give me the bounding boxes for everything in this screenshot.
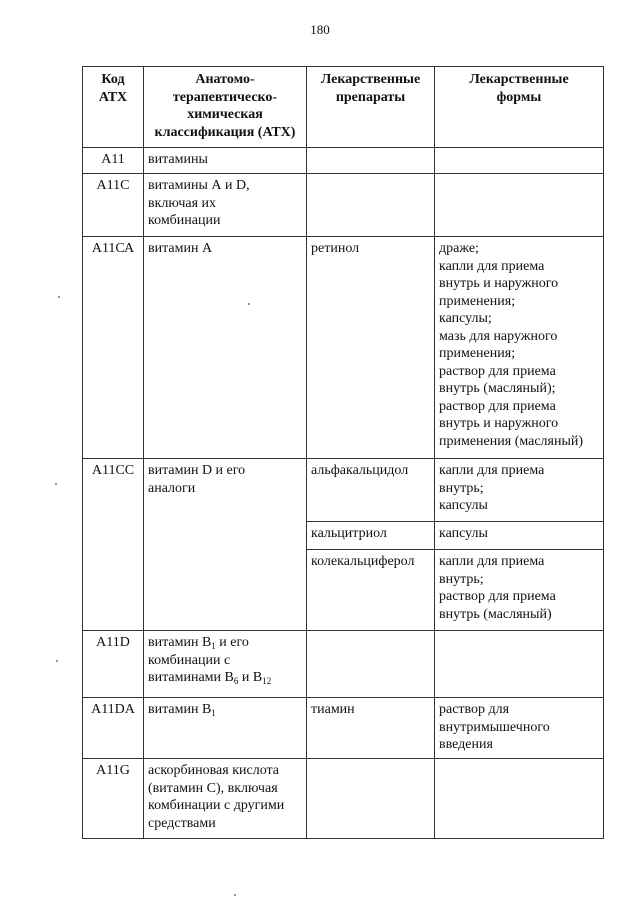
cell-line: раствор для приема bbox=[439, 589, 556, 604]
atx-table bbox=[82, 66, 604, 839]
cell-line: аскорбиновая кислота bbox=[148, 763, 280, 778]
cell-line: мазь для наружного bbox=[439, 328, 558, 344]
table-row-a11c bbox=[83, 174, 604, 237]
cell-line: применения; bbox=[439, 293, 516, 309]
table-row-a11d bbox=[83, 631, 604, 698]
cell-line: внутрь; bbox=[439, 571, 484, 587]
table-row-a11 bbox=[83, 148, 604, 174]
cell-line: внутрь и наружного bbox=[439, 416, 559, 431]
scan-speck bbox=[56, 660, 58, 662]
drug-cell: ретинол bbox=[307, 237, 435, 459]
code-cell: А11СА bbox=[83, 237, 144, 459]
drug-cell bbox=[307, 174, 435, 237]
cell-line: внутримышечного bbox=[439, 719, 550, 735]
drug-cell: альфакальцидол bbox=[307, 459, 435, 522]
page-number: 180 bbox=[310, 22, 330, 37]
forms-cell bbox=[435, 459, 604, 522]
forms-cell bbox=[435, 550, 604, 631]
cell-line: драже; bbox=[439, 241, 479, 256]
code-cell: А11D bbox=[83, 631, 144, 698]
cell-line: введения bbox=[439, 737, 493, 752]
classification-cell bbox=[144, 148, 307, 174]
classification-cell bbox=[144, 631, 307, 698]
cell-line: комбинации с другими bbox=[148, 798, 285, 813]
scan-speck bbox=[234, 894, 236, 896]
header-drugs bbox=[307, 67, 435, 148]
classification-line: витамин $B_1$ и его bbox=[148, 635, 249, 651]
cell-line: витамин D и его bbox=[148, 463, 246, 478]
cell-line: комбинации bbox=[148, 213, 221, 228]
drug-cell: колекальциферол bbox=[307, 550, 435, 631]
table-row-a11ca bbox=[83, 237, 604, 459]
forms-cell bbox=[435, 522, 604, 550]
table-row-a11cc bbox=[83, 459, 604, 522]
cell-line: Лекарственные bbox=[469, 72, 569, 87]
cell-line: капли для приема bbox=[439, 554, 545, 569]
cell-line: Код bbox=[101, 72, 125, 87]
drug-cell: кальцитриол bbox=[307, 522, 435, 550]
scan-speck bbox=[248, 303, 250, 305]
classification-cell bbox=[144, 459, 307, 631]
cell-line: аналоги bbox=[148, 480, 196, 496]
forms-cell bbox=[435, 759, 604, 839]
cell-line: раствор для приема bbox=[439, 398, 556, 414]
forms-cell bbox=[435, 174, 604, 237]
forms-cell bbox=[435, 237, 604, 459]
classification-cell bbox=[144, 237, 307, 459]
cell-line: Анатомо- bbox=[195, 72, 255, 87]
code-cell: А11 bbox=[83, 148, 144, 174]
cell-line: классификация (АТХ) bbox=[154, 124, 296, 140]
forms-cell bbox=[435, 631, 604, 698]
cell-line: терапевтическо- bbox=[172, 89, 278, 105]
cell-line: химическая bbox=[187, 107, 263, 122]
cell-line: формы bbox=[496, 89, 542, 105]
table-row-a11da bbox=[83, 698, 604, 759]
cell-line: капли для приема bbox=[439, 463, 545, 478]
cell-line: АТХ bbox=[98, 89, 128, 105]
classification-cell: витамин $B_1$ bbox=[144, 698, 307, 759]
code-cell: А11С bbox=[83, 174, 144, 237]
cell-line: витамин А bbox=[148, 241, 213, 256]
code-cell: А11СС bbox=[83, 459, 144, 631]
cell-line: капсулы; bbox=[439, 311, 492, 326]
cell-line: применения; bbox=[439, 346, 516, 361]
cell-line: внутрь (масляный) bbox=[439, 606, 552, 622]
cell-line: раствор для приема bbox=[439, 363, 556, 379]
cell-line: капли для приема bbox=[439, 258, 545, 274]
classification-line: витаминами $B_6$ и $B_{12}$ bbox=[148, 670, 272, 686]
cell-line: капсулы bbox=[439, 526, 488, 541]
table-row-a11g bbox=[83, 759, 604, 839]
table-header-row bbox=[83, 67, 604, 148]
forms-cell bbox=[435, 698, 604, 759]
cell-line: капсулы bbox=[439, 498, 488, 513]
cell-line: применения (масляный) bbox=[439, 433, 584, 449]
code-cell: А11G bbox=[83, 759, 144, 839]
cell-line: (витамин С), включая bbox=[148, 780, 278, 796]
classification-cell bbox=[144, 174, 307, 237]
cell-line: раствор для bbox=[439, 702, 510, 717]
header-forms bbox=[435, 67, 604, 148]
drug-cell bbox=[307, 631, 435, 698]
classification-cell bbox=[144, 759, 307, 839]
cell-line: витамины А и D, bbox=[148, 178, 250, 193]
cell-line: внутрь (масляный); bbox=[439, 381, 556, 396]
drug-cell bbox=[307, 759, 435, 839]
drug-cell: тиамин bbox=[307, 698, 435, 759]
scan-speck bbox=[55, 483, 57, 485]
cell-line: внутрь; bbox=[439, 480, 484, 496]
scan-speck bbox=[58, 296, 60, 298]
drug-cell bbox=[307, 148, 435, 174]
header-classification bbox=[144, 67, 307, 148]
header-code bbox=[83, 67, 144, 148]
forms-cell bbox=[435, 148, 604, 174]
cell-line: Лекарственные bbox=[320, 72, 421, 87]
cell-line: включая их bbox=[148, 195, 217, 211]
cell-line: средствами bbox=[148, 815, 216, 831]
cell-line: внутрь и наружного bbox=[439, 276, 559, 291]
cell-line: витамины bbox=[148, 152, 208, 167]
classification-line: комбинации с bbox=[148, 652, 231, 668]
code-cell: А11DA bbox=[83, 698, 144, 759]
cell-line: препараты bbox=[335, 89, 406, 105]
